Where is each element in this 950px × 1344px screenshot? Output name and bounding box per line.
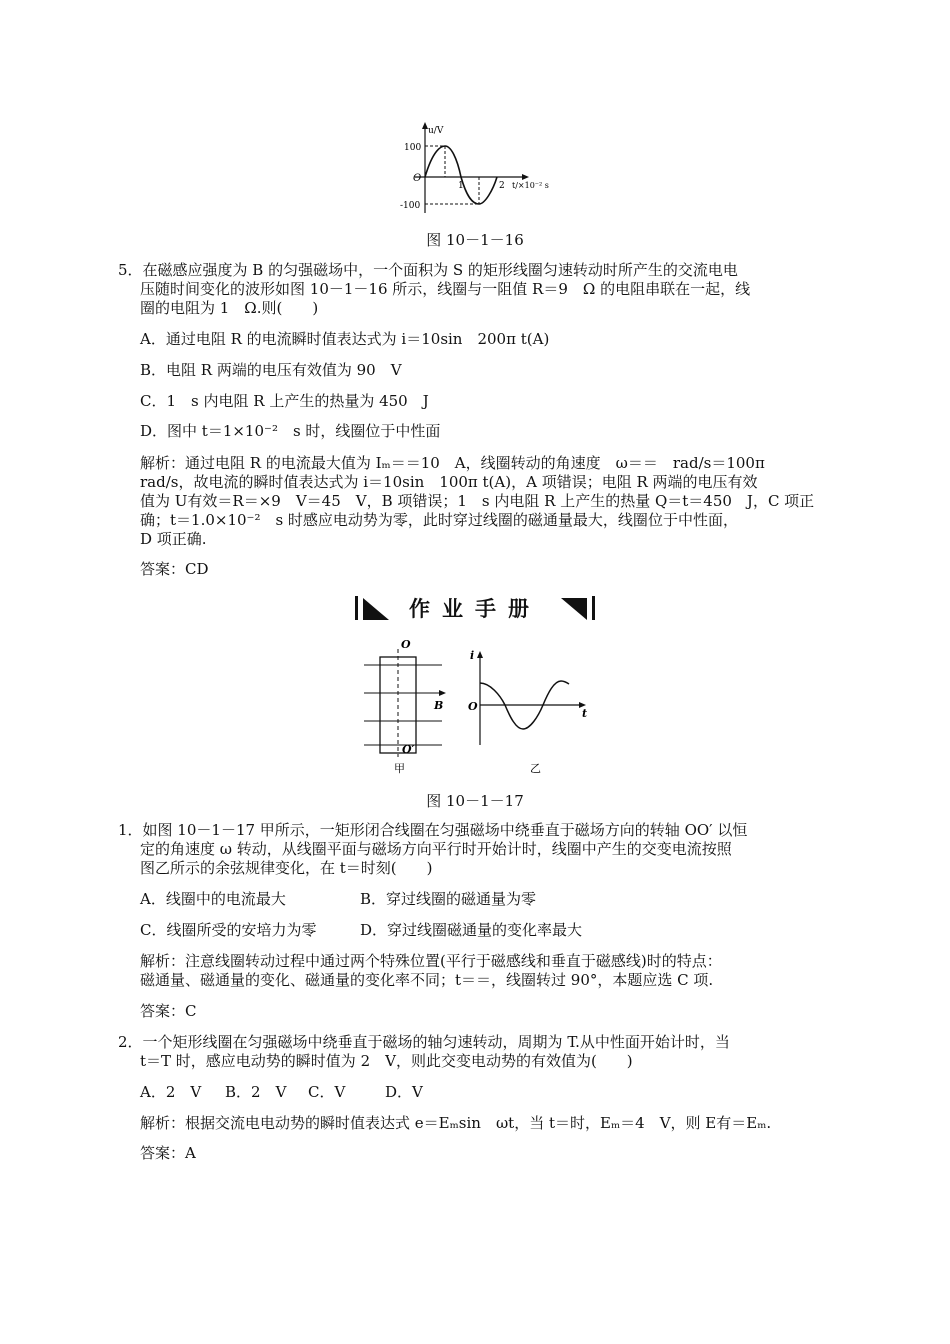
graph-origin-label: O (468, 700, 478, 713)
q2-answer: 答案：A (140, 1144, 196, 1162)
q1-answer: 答案：C (140, 1002, 197, 1020)
q2-option-a: A．2 V (140, 1083, 202, 1101)
q1-option-d: D．穿过线圈磁通量的变化率最大 (360, 921, 583, 939)
q5-analysis-line-4: 确；t＝1.0×10⁻² s 时感应电动势为零，此时穿过线圈的磁通量最大，线圈位于中性面， (140, 511, 738, 529)
q5-stem-line-1: 5．在磁感应强度为 B 的匀强磁场中，一个面积为 S 的矩形线圈匀速转动时所产生的交流电电 (118, 261, 738, 279)
y-axis-label: u/V (428, 126, 444, 136)
diagram-b-caption: 乙 (530, 762, 541, 775)
origin-label: O (413, 173, 422, 184)
q2-stem-line-2: t＝T 时，感应电动势的瞬时值为 2 V，则此交变电动势的有效值为( ) (140, 1052, 633, 1070)
figure-10-1-16 (395, 118, 565, 218)
q5-option-c: C．1 s 内电阻 R 上产生的热量为 450 J (140, 392, 429, 410)
q1-stem-line-1: 1．如图 10－1－17 甲所示，一矩形闭合线圈在匀强磁场中绕垂直于磁场方向的转轴 OO′ 以恒 (118, 821, 748, 839)
q2-analysis: 解析：根据交流电电动势的瞬时值表达式 e＝Eₘsin ωt，当 t＝时，Eₘ＝4 V，则 E有＝Eₘ. (140, 1114, 772, 1132)
q1-stem-line-2: 定的角速度 ω 转动，从线圈平面与磁场方向平行时开始计时，线圈中产生的交变电流按照 (140, 840, 732, 858)
figure-caption-16: 图 10－1－16 (426, 231, 524, 249)
q1-analysis-line-1: 解析：注意线圈转动过程中通过两个特殊位置(平行于磁感线和垂直于磁感线)时的特点： (140, 952, 722, 970)
x-axis-label: t/×10⁻² s (512, 181, 549, 190)
q5-stem-line-3: 圈的电阻为 1 Ω.则( ) (140, 299, 319, 317)
y-tick-bottom: -100 (400, 201, 421, 211)
axis-top-label: O (401, 638, 411, 651)
coil-diagram (364, 638, 446, 775)
diagram-a-caption: 甲 (394, 762, 405, 775)
x-tick-2: 2 (499, 181, 505, 191)
q5-option-b: B．电阻 R 两端的电压有效值为 90 V (140, 361, 402, 379)
current-graph (468, 649, 587, 775)
q1-option-b: B．穿过线圈的磁通量为零 (360, 890, 537, 908)
q5-analysis-line-5: D 项正确. (140, 530, 207, 548)
q5-analysis-line-1: 解析：通过电阻 R 的电流最大值为 Iₘ＝＝10 A，线圈转动的角速度 ω＝＝ rad/s＝100π (140, 454, 765, 472)
q5-option-a: A．通过电阻 R 的电流瞬时值表达式为 i＝10sin 200π t(A) (140, 330, 550, 348)
figure-10-1-17 (360, 635, 600, 775)
q2-option-c: C．V (308, 1083, 346, 1101)
q1-option-c: C．线圈所受的安培力为零 (140, 921, 317, 939)
field-label: B (434, 699, 444, 712)
figure-caption-17: 图 10－1－17 (426, 792, 524, 810)
q1-stem-line-3: 图乙所示的余弦规律变化，在 t＝时刻( ) (140, 859, 433, 877)
t-axis-label: t (582, 707, 588, 720)
voltage-wave (425, 146, 497, 204)
homework-banner (355, 593, 595, 623)
banner-title: 作业手册 (409, 597, 541, 621)
axis-bottom-label: O′ (402, 743, 415, 756)
q2-option-b: B．2 V (225, 1083, 287, 1101)
q5-option-d: D．图中 t＝1×10⁻² s 时，线圈位于中性面 (140, 422, 441, 440)
i-axis-label: i (470, 649, 475, 662)
q5-answer: 答案：CD (140, 560, 209, 578)
banner-right-ornament (555, 594, 595, 622)
q5-stem-line-2: 压随时间变化的波形如图 10－1－16 所示，线圈与一阻值 R＝9 Ω 的电阻串联在一起，线 (140, 280, 751, 298)
q2-stem-line-1: 2．一个矩形线圈在匀强磁场中绕垂直于磁场的轴匀速转动，周期为 T.从中性面开始计时，当 (118, 1033, 730, 1051)
y-tick-top: 100 (404, 143, 422, 153)
q5-analysis-line-3: 值为 U有效＝R＝×9 V＝45 V，B 项错误；1 s 内电阻 R 上产生的热量 Q＝t＝450 J，C 项正 (140, 492, 815, 510)
q2-option-d: D．V (385, 1083, 423, 1101)
q1-option-a: A．线圈中的电流最大 (140, 890, 286, 908)
q1-analysis-line-2: 磁通量、磁通量的变化、磁通量的变化率不同；t＝＝，线圈转过 90°，本题应选 C 项. (140, 971, 714, 989)
banner-left-ornament (355, 594, 395, 622)
x-tick-1: 1 (458, 181, 464, 191)
q5-analysis-line-2: rad/s，故电流的瞬时值表达式为 i＝10sin 100π t(A)，A 项错误；电阻 R 两端的电压有效 (140, 473, 758, 491)
